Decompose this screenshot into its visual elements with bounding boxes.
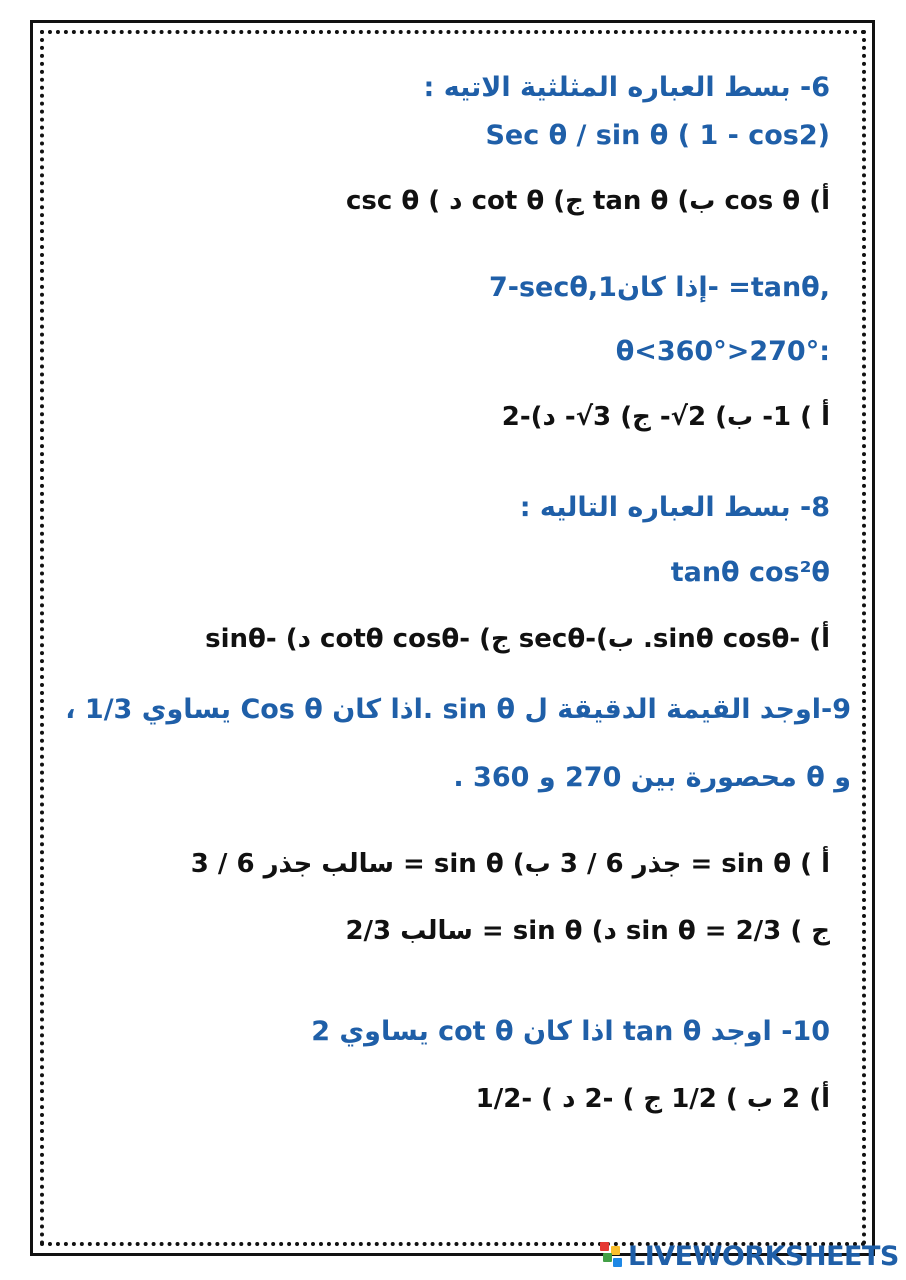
question-10-options: أ) 2 ب ) 1/2 ج ) -2 د ) -1/2 bbox=[475, 1084, 830, 1114]
question-10-title: 10- اوجد tan θ اذا كان cot θ يساوي 2 bbox=[311, 1016, 830, 1047]
question-7-options: أ ) 1- ب) 2√- ج) 3√- د)-2 bbox=[501, 402, 830, 432]
question-9-options-line2: ج ) sin θ = 2/3 د) sin θ = سالب 2/3 bbox=[345, 916, 830, 946]
liveworksheets-logo bbox=[600, 1240, 899, 1272]
question-8-title: 8- بسط العباره التاليه : bbox=[519, 492, 830, 523]
question-9-options-line1: أ ) sin θ = جذر 6 / 3 ب) sin θ = سالب جذر 6 / 3 bbox=[190, 849, 830, 879]
question-6-options: أ) cos θ ب) tan θ ج) cot θ د ) csc θ bbox=[345, 186, 830, 216]
question-8-options: أ) -sinθ cosθ. ب)-secθ ج) -cotθ cosθ د) -sinθ bbox=[205, 624, 830, 654]
question-8-expression: tanθ cos²θ bbox=[670, 557, 830, 588]
question-7-title: 7-secθ,إذا كان1- =tanθ, bbox=[488, 272, 830, 303]
question-6-expression: Sec θ / sin θ ( 1 - cos2) bbox=[485, 120, 830, 151]
question-7-condition: θ<360°>270°: bbox=[615, 336, 830, 367]
logo-icon bbox=[600, 1242, 624, 1270]
question-9-title-line2: و θ محصورة بين 270 و 360 . bbox=[453, 762, 851, 793]
question-9-title-line1: 9-اوجد القيمة الدقيقة ل sin θ .اذا كان Cos θ يساوي 1/3 ، bbox=[65, 694, 851, 725]
logo-text: LIVEWORKSHEETS bbox=[628, 1240, 899, 1272]
question-6-title: 6- بسط العباره المثلثية الاتيه : bbox=[423, 72, 830, 103]
